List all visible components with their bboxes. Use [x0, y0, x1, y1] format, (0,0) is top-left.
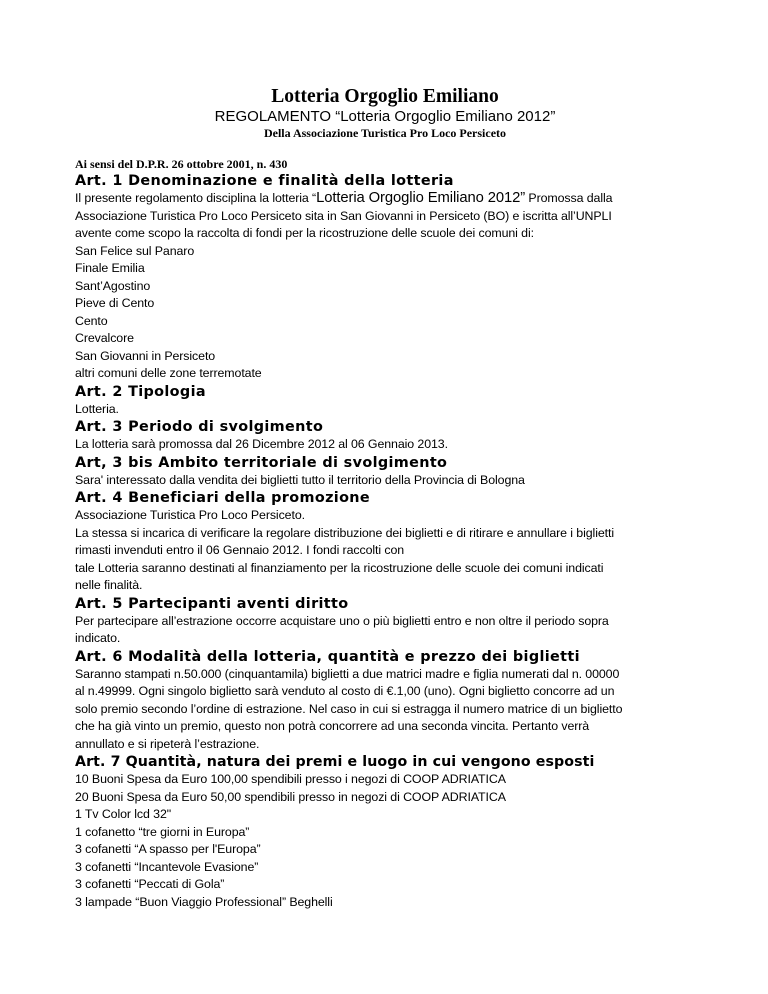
comune-item: Sant’Agostino: [75, 278, 151, 293]
article-3: [75, 418, 695, 454]
prize-item: 3 cofanetti “A spasso per l'Europa”: [75, 842, 261, 856]
article-1-line: avente come scopo la raccolta di fondi per la ricostruzione delle scuole dei comuni di:: [75, 226, 534, 240]
comune-item: San Giovanni in Persiceto: [75, 348, 216, 363]
article-7: [75, 753, 695, 911]
article-4-heading: Art. 4 Beneficiari della promozione: [75, 490, 371, 506]
article-3-text: La lotteria sarà promossa dal 26 Dicembre 2012 al 06 Gennaio 2013.: [75, 437, 448, 451]
article-5: [75, 595, 695, 648]
article-4-line: La stessa si incarica di verificare la regolare distribuzione dei biglietti e di ritirare e annullare i biglietti: [75, 525, 614, 540]
article-6-heading: Art. 6 Modalità della lotteria, quantità e prezzo dei biglietti: [75, 648, 580, 665]
article-1-intro: [75, 190, 695, 208]
prize-item: 1 cofanetto “tre giorni in Europa”: [75, 824, 250, 839]
article-1-heading: Art. 1 Denominazione e finalità della lotteria: [75, 173, 454, 189]
article-6-line: annullato e si ripeterà l’estrazione.: [75, 736, 260, 751]
lottery-name: Lotteria Orgoglio Emiliano 2012”: [316, 190, 526, 206]
article-1: [75, 172, 695, 383]
article-6: [75, 648, 695, 754]
article-3-heading: Art. 3 Periodo di svolgimento: [75, 419, 324, 435]
article-3-bis: [75, 454, 695, 490]
legal-reference: Ai sensi del D.P.R. 26 ottobre 2001, n. 430: [75, 157, 288, 171]
article-5-line: Per partecipare all’estrazione occorre acquistare uno o più biglietti entro e non oltre il periodo sopra: [75, 613, 609, 628]
article-4-line: nelle finalità.: [75, 578, 143, 592]
comune-item: San Felice sul Panaro: [75, 243, 195, 258]
prize-item: 20 Buoni Spesa da Euro 50,00 spendibili presso in negozi di COOP ADRIATICA: [75, 789, 506, 804]
association-name: Della Associazione Turistica Pro Loco Persiceto: [263, 126, 507, 140]
article-1-intro-a: Il presente regolamento disciplina la lotteria “: [75, 191, 317, 205]
article-4: [75, 489, 695, 595]
article-2-heading: Art. 2 Tipologia: [75, 383, 206, 400]
comune-item: Cento: [75, 313, 108, 328]
article-1-intro-b: Promossa dalla: [525, 191, 613, 205]
article-7-heading: Art. 7 Quantità, natura dei premi e luogo in cui vengono esposti: [75, 754, 595, 770]
article-6-line: solo premio secondo l’ordine di estrazione. Nel caso in cui si estragga il numero matrice di un biglietto: [75, 701, 623, 716]
document-page: [75, 86, 695, 911]
article-3-bis-text: Sara' interessato dalla vendita dei biglietti tutto il territorio della Provincia di Bologna: [75, 472, 525, 487]
prize-item: 3 cofanetti “Peccati di Gola”: [75, 877, 225, 891]
article-6-line: al n.49999. Ogni singolo biglietto sarà venduto al costo di €.1,00 (uno). Ogni biglietto concorre ad un: [75, 684, 615, 698]
prize-item: 3 lampade “Buon Viaggio Professional” Beghelli: [75, 894, 333, 909]
comune-item: Finale Emilia: [75, 261, 145, 275]
document-title: Lotteria Orgoglio Emiliano: [271, 86, 499, 107]
article-4-line: tale Lotteria saranno destinati al finanziamento per la ricostruzione delle scuole dei comuni indicati: [75, 560, 604, 575]
document-subtitle: REGOLAMENTO “Lotteria Orgoglio Emiliano 2012”: [214, 108, 556, 125]
comune-item: altri comuni delle zone terremotate: [75, 366, 262, 380]
prize-item: 1 Tv Color lcd 32": [75, 807, 172, 821]
comune-item: Crevalcore: [75, 331, 134, 345]
article-3-bis-heading: Art, 3 bis Ambito territoriale di svolgimento: [75, 454, 448, 471]
prize-item: 10 Buoni Spesa da Euro 100,00 spendibili presso i negozi di COOP ADRIATICA: [75, 772, 506, 786]
article-4-line: rimasti invenduti entro il 06 Gennaio 2012. I fondi raccolti con: [75, 543, 405, 557]
comune-item: Pieve di Cento: [75, 296, 155, 310]
article-1-line: Associazione Turistica Pro Loco Persiceto sita in San Giovanni in Persiceto (BO) e iscritta all’UNPLI: [75, 208, 612, 223]
prize-item: 3 cofanetti “Incantevole Evasione”: [75, 859, 259, 874]
article-2-text: Lotteria.: [75, 401, 119, 416]
article-6-line: Saranno stampati n.50.000 (cinquantamila) biglietti a due matrici madre e figlia numerati dal n. 00000: [75, 666, 620, 681]
article-5-heading: Art. 5 Partecipanti aventi diritto: [75, 595, 349, 612]
article-5-line: indicato.: [75, 631, 121, 645]
article-6-line: che ha già vinto un premio, questo non potrà concorrere ad una seconda vincita. Pertanto verrà: [75, 719, 590, 733]
article-2: [75, 383, 695, 419]
article-4-line: Associazione Turistica Pro Loco Persiceto.: [75, 508, 305, 522]
